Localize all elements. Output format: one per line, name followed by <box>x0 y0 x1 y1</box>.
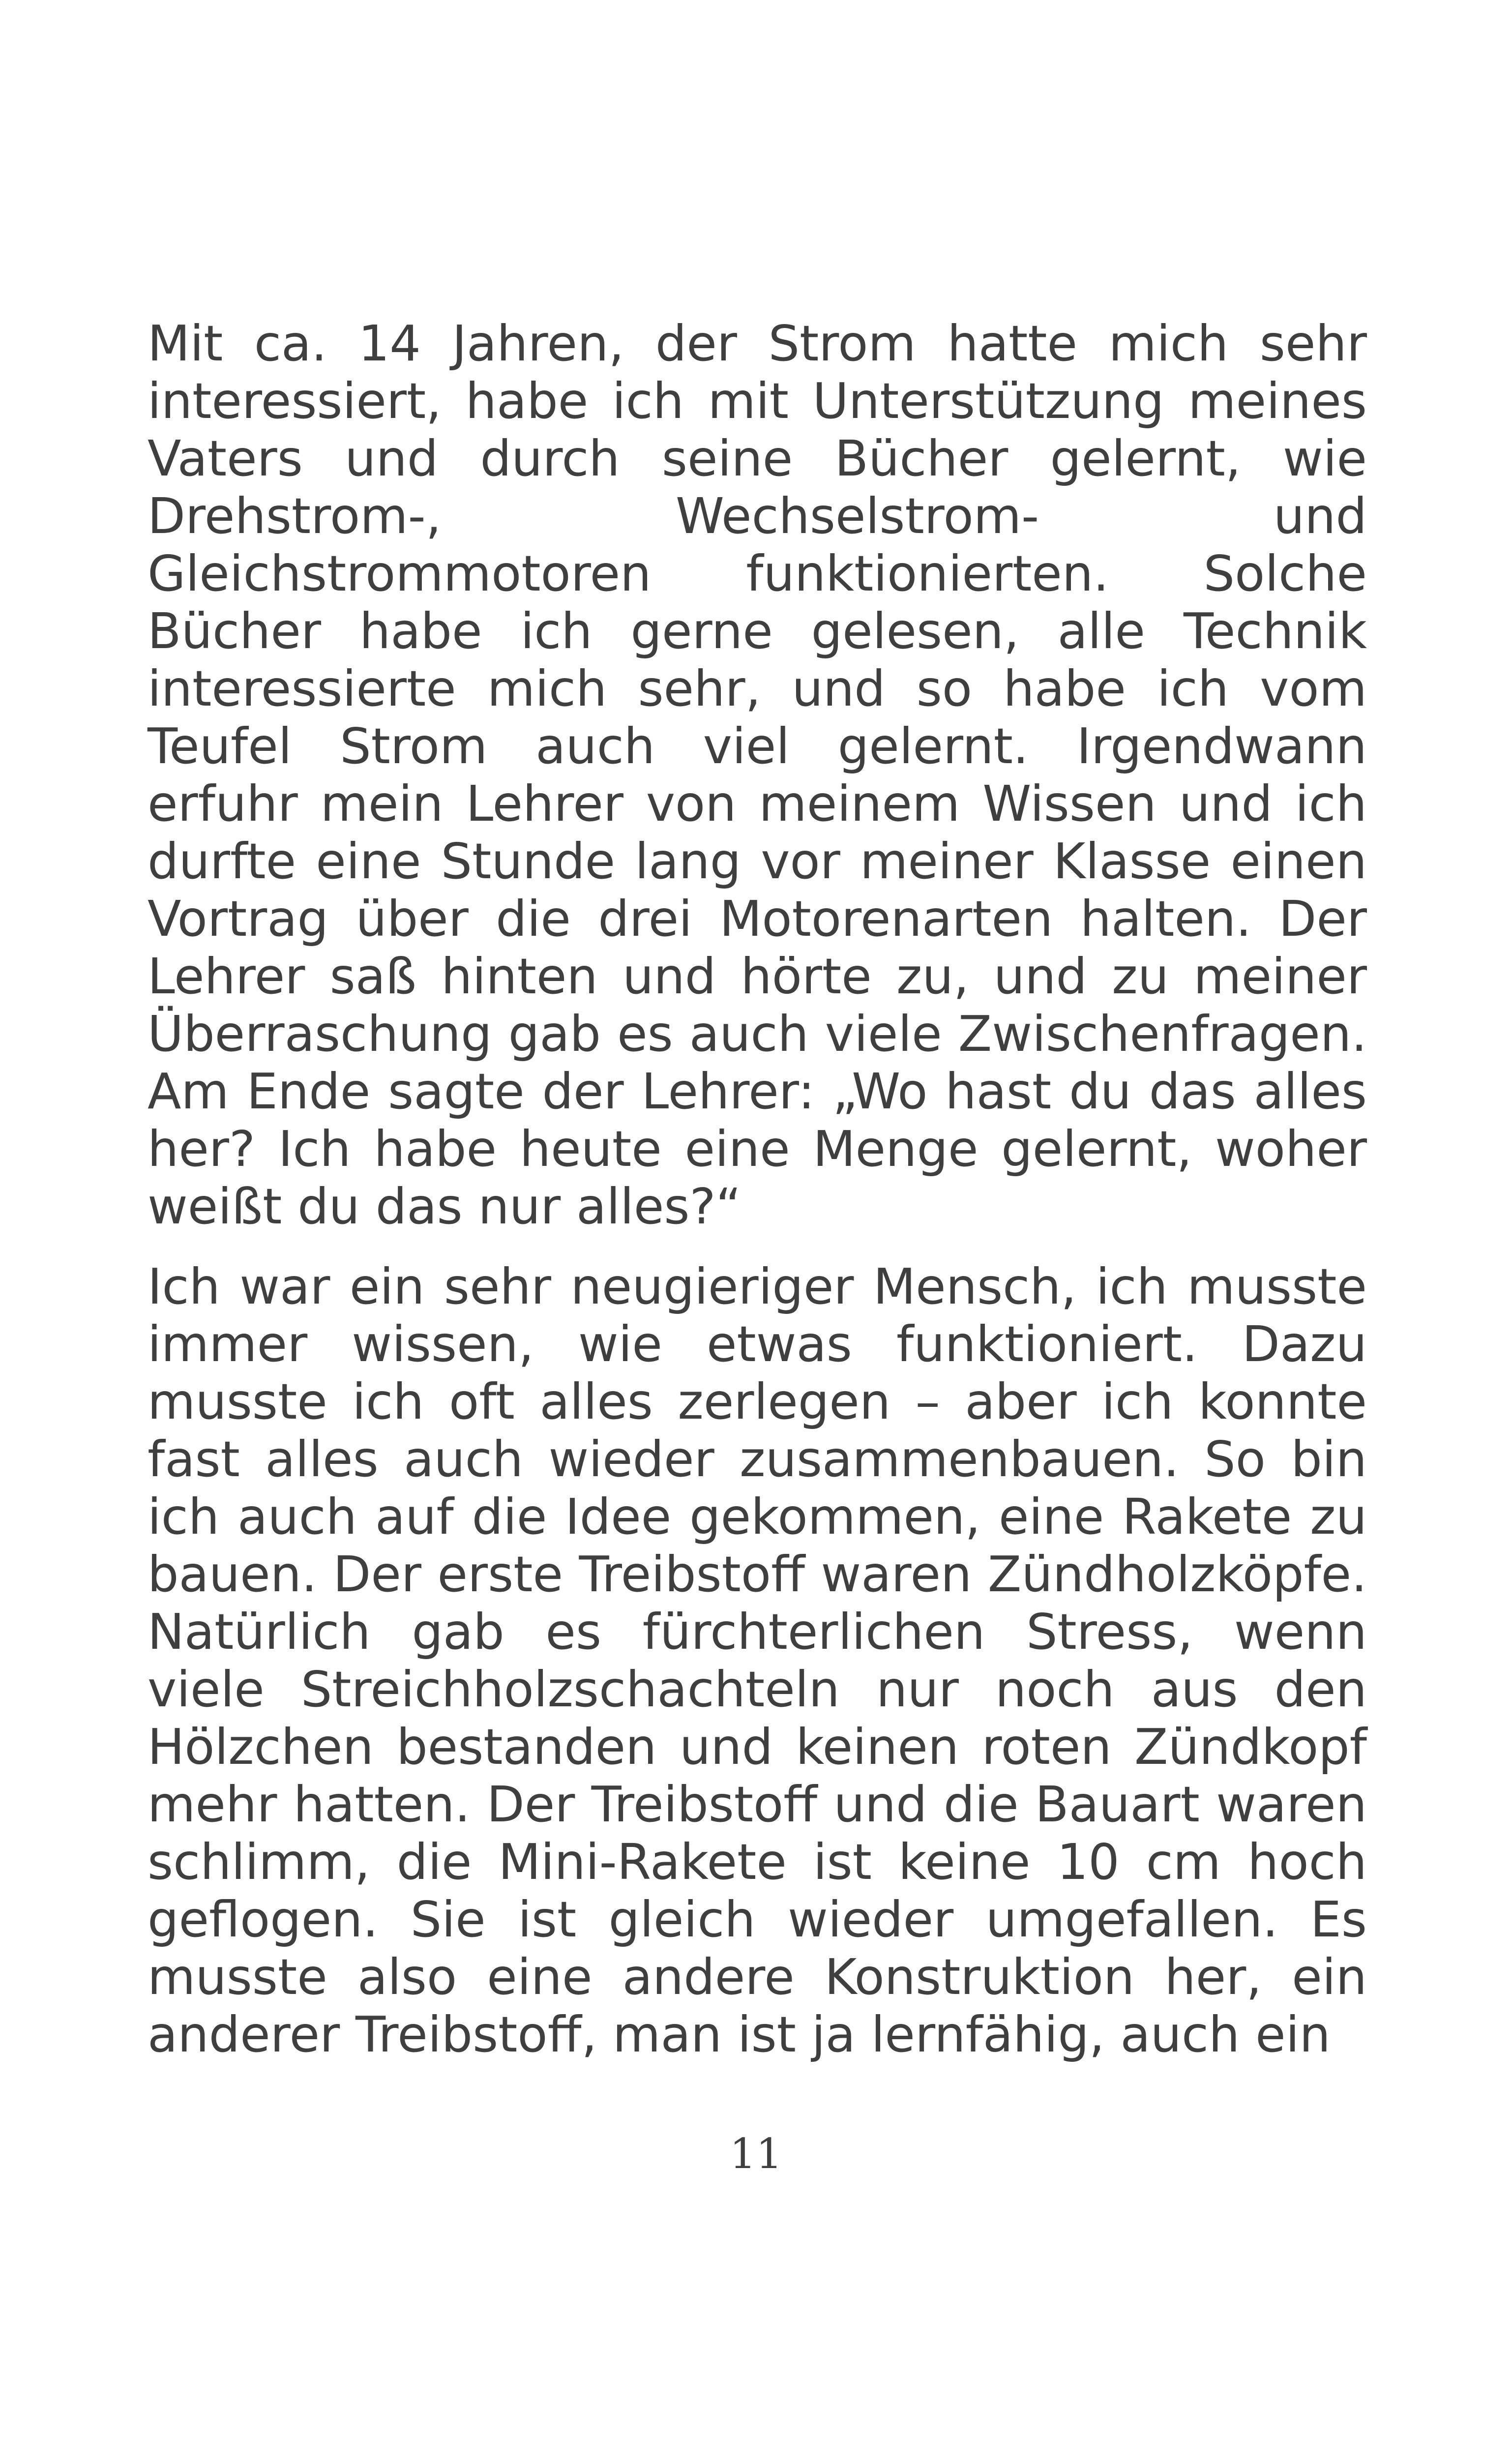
body-text <box>148 315 1367 2086</box>
paragraph-2: Ich war ein sehr neugieriger Mensch, ich musste immer wissen, wie etwas funktioniert. Dazu musste ich oft alles zerlegen – aber ich konnte fast alles auch wieder zusammenbauen. So bin ich auch auf die Idee gekommen, eine Rakete zu bauen. Der erste Treibstoff waren Zündholzköpfe. Natürlich gab es fürchterlichen Stress, wenn viele Streichholzschachteln nur noch aus den Hölzchen bestanden und keinen roten Zündkopf mehr hatten. Der Treibstoff und die Bauart waren schlimm, die Mini-Rakete ist keine 10 cm hoch geflogen. Sie ist gleich wieder umgefallen. Es musste also eine andere Konstruktion her, ein anderer Treibstoff, man ist ja lernfähig, auch ein <box>148 1258 1367 2063</box>
paragraph-1: Mit ca. 14 Jahren, der Strom hatte mich sehr interessiert, habe ich mit Unterstützung meines Vaters und durch seine Bücher gelernt, wie Drehstrom-, Wechselstrom- und Gleichstrommotoren funktionierten. Solche Bücher habe ich gerne gelesen, alle Technik interessierte mich sehr, und so habe ich vom Teufel Strom auch viel gelernt. Irgendwann erfuhr mein Lehrer von meinem Wissen und ich durfte eine Stunde lang vor meiner Klasse einen Vortrag über die drei Motorenarten halten. Der Lehrer saß hinten und hörte zu, und zu meiner Überraschung gab es auch viele Zwischenfragen. Am Ende sagte der Lehrer: „Wo hast du das alles her? Ich habe heute eine Menge gelernt, woher weißt du das nur alles?“ <box>148 315 1367 1235</box>
page-number: 11 <box>730 2130 782 2178</box>
